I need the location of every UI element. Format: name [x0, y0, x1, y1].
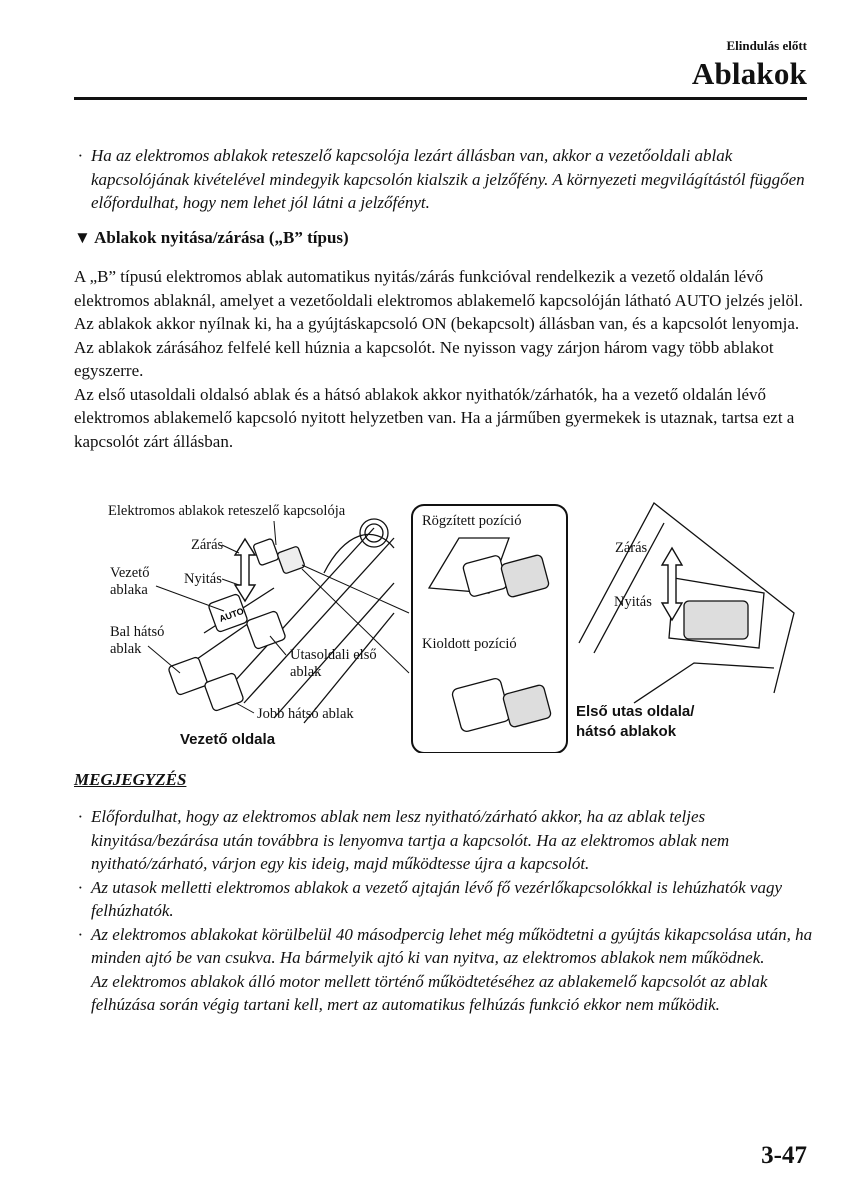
label-passenger-front-1: Utasoldali első [290, 647, 377, 663]
page-title: Ablakok [691, 56, 807, 91]
paragraph: Az ablakok akkor nyílnak ki, ha a gyújtáskapcsoló ON (bekapcsolt) állásban van, és a kapcsolót lenyomja. Az ablakok zárásához felfelé kell húznia a kapcsolót. Ne nyisson vagy zárjon három vagy több ablakot egyszerre. [74, 314, 800, 380]
header-rule [74, 97, 807, 100]
label-passenger-front-2: ablak [290, 664, 322, 680]
label-open-right: Nyitás [614, 594, 652, 610]
note-bullet-text: Az utasok melletti elektromos ablakok a vezető ajtaján lévő fő vezérlőkapcsolókkal is lehúzhatók vagy felhúzhatók. [91, 877, 782, 920]
label-driver-window-2: ablaka [110, 582, 148, 598]
label-released-position: Kioldott pozíció [422, 636, 517, 652]
page-number: 3-47 [761, 1142, 807, 1169]
list-item [74, 923, 814, 970]
lock-switch [253, 538, 279, 566]
label-passenger-side-1: Első utas oldala/ [576, 703, 695, 720]
body-paragraphs [74, 265, 814, 453]
label-lock-switch: Elektromos ablakok reteszelő kapcsolója [108, 503, 346, 519]
rear-left-switch [168, 656, 208, 695]
note-bullet-text: Előfordulhat, hogy az elektromos ablak nem lesz nyitható/zárható akkor, ha az ablak teljes kinyitása/bezárása után továbbra is lenyomva tartja a kapcsolót. Ha az elektromos ablak nem nyitható/zárható, várjon egy kis ideig, majd működtesse újra a kapcsolót. [91, 807, 730, 873]
paragraph: Az első utasoldali oldalsó ablak és a hátsó ablakok akkor nyithatók/zárhatók, ha a vezető oldalán lévő elektromos ablakemelő kapcsoló nyitott helyzetben van. Ha a járműben gyermekek is utaznak, tartsa ezt a kapcsolót zárt állásban. [74, 384, 795, 451]
bullet-dot: · [78, 924, 83, 944]
window-switch-figure [74, 493, 814, 753]
label-rear-left-1: Bal hátsó [110, 624, 165, 640]
subheading-text: Ablakok nyitása/zárása („B” típus) [94, 228, 349, 247]
label-passenger-side-2: hátsó ablakok [576, 723, 677, 740]
passenger-switch [246, 610, 286, 649]
section-header: Elindulás előtt [726, 38, 807, 53]
bullet-dot: · [78, 877, 83, 897]
label-close-right: Zárás [615, 540, 648, 556]
paragraph: A „B” típusú elektromos ablak automatikus nyitás/zárás funkcióval rendelkezik a vezető oldalán lévő elektromos ablaknál, amelyet a vezetőoldali elektromos ablakemelő kapcsolóján látható AUTO jelzés jelöl. [74, 267, 804, 310]
label-driver-side: Vezető oldala [180, 731, 276, 748]
label-driver-window-1: Vezető [110, 565, 150, 581]
label-rear-right: Jobb hátsó ablak [257, 706, 354, 722]
list-item [74, 805, 814, 876]
auto-mark: AUTO [217, 605, 246, 624]
up-down-arrow-icon [235, 539, 255, 601]
subheading [74, 228, 349, 248]
label-rear-left-2: ablak [110, 641, 142, 657]
note-extra-text: Az elektromos ablakok álló motor mellett történő működtetéséhez az ablakemelő kapcsolót az ablak felhúzása során végig tartani kell, mert az automatikus felhúzás funkció ekkor nem működik. [91, 971, 768, 1014]
note-bullets [74, 805, 814, 1017]
label-close-left: Zárás [191, 537, 224, 553]
label-open-left: Nyitás [184, 571, 222, 587]
switch-illustration [74, 493, 814, 753]
list-item [74, 876, 814, 923]
note-heading: MEGJEGYZÉS [74, 770, 187, 789]
intro-bullet [74, 144, 814, 215]
bullet-dot: · [78, 807, 83, 826]
note-bullet-text: Az elektromos ablakokat körülbelül 40 másodpercig lehet még működtetni a gyújtás kikapcsolása után, ha minden ajtó be van csukva. Ha bármelyik ajtó ki van nyitva, az elektromos ablakok nem működnek. [91, 924, 813, 967]
label-fixed-position: Rögzített pozíció [422, 513, 522, 529]
down-triangle-icon: ▼ [74, 228, 91, 247]
bullet-dot: · [78, 146, 83, 165]
intro-bullet-text: Ha az elektromos ablakok reteszelő kapcsolója lezárt állásban van, akkor a vezetőoldali ablak kapcsolójának kivételével mindegyik kapcsolón kialszik a jelzőfény. A környezeti megvilágítástól függően előfordulhat, hogy nem lehet jól látni a jelzőfényt. [91, 146, 805, 212]
note-extra [74, 970, 814, 1017]
